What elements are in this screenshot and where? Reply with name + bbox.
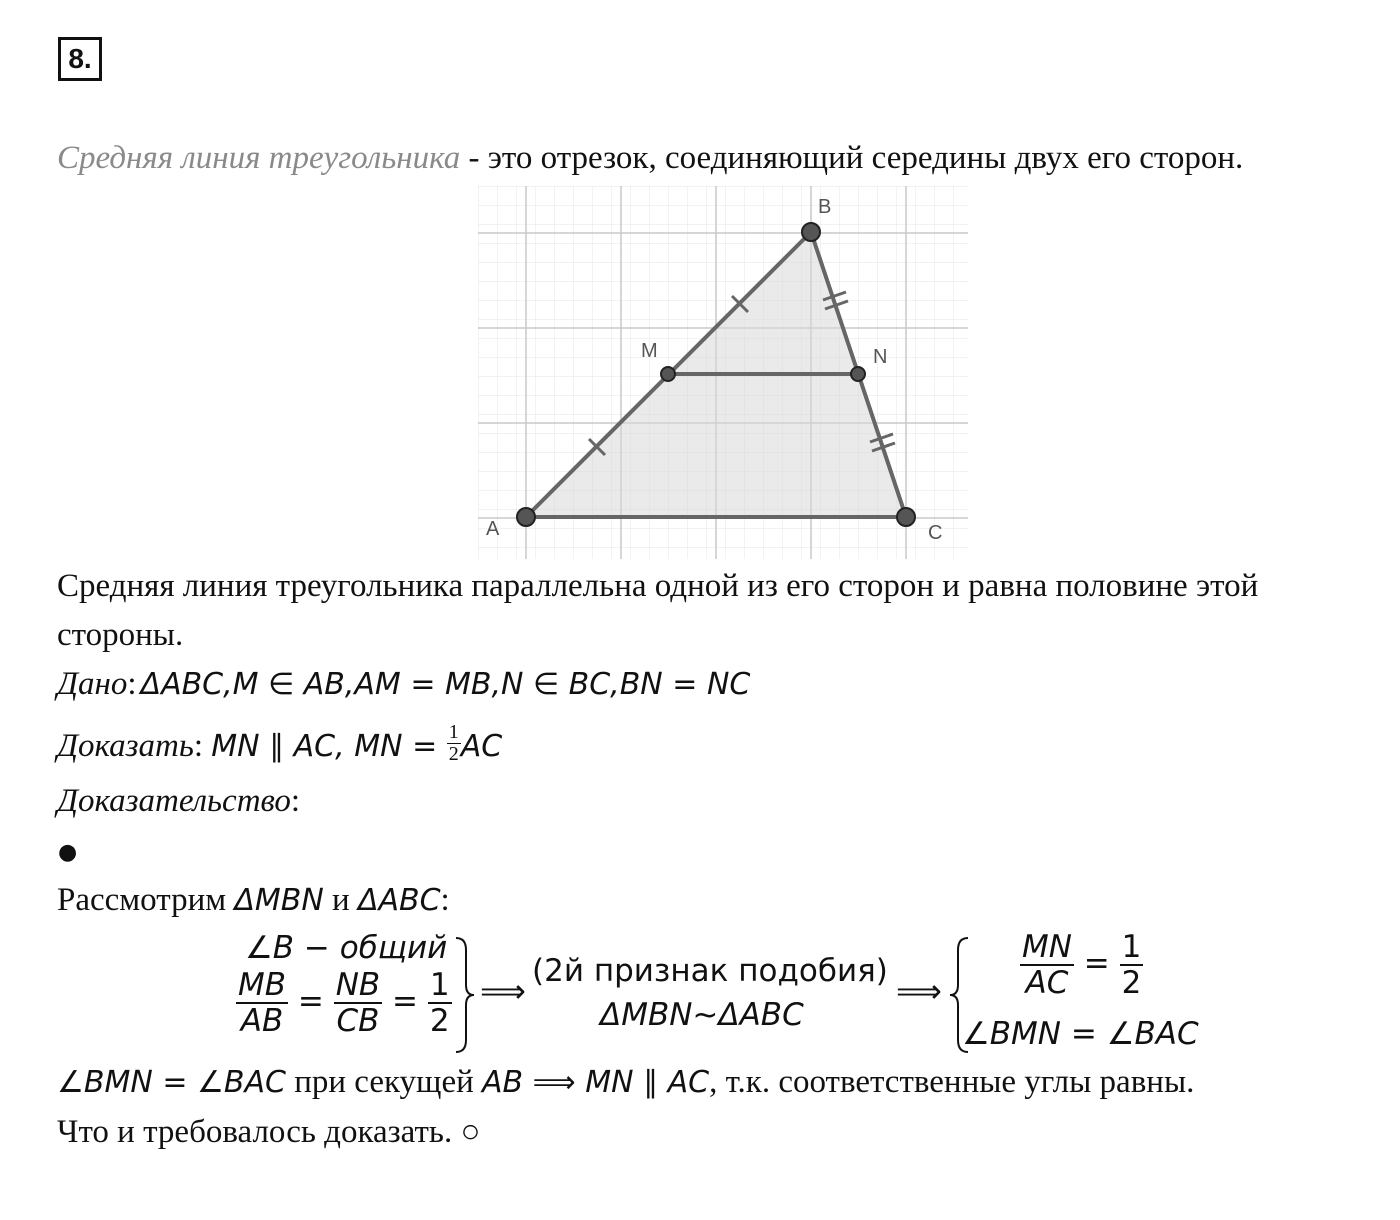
problem-number: 8. (58, 37, 102, 81)
prove-text: MN ∥ AC, MN = (211, 729, 447, 764)
label-n: N (873, 346, 888, 368)
label-b: B (818, 196, 832, 218)
vertex-c (897, 508, 915, 526)
proof-label: Доказательство (57, 783, 291, 819)
definition-term: Средняя линия треугольника (57, 140, 461, 176)
prove-tail: AC (460, 729, 503, 764)
triangle-figure (470, 185, 970, 563)
midpoint-n (851, 367, 865, 381)
fraction-mn-ac: $\frac{MN}{AC}$ (1022, 929, 1072, 1002)
label-c: C (928, 522, 943, 544)
theorem-line-2: стороны. (57, 617, 184, 653)
fraction-one-half: $\frac{1}{2}$ (429, 967, 450, 1040)
given-line: Дано: ΔABC,M ∈ AB,AM = MB,N ∈ BC,BN = NC (57, 666, 751, 702)
proof-label-line: Доказательство: (57, 783, 301, 819)
bullet: ● (58, 840, 78, 865)
fraction-nb-cb: $\frac{NB}{CB}$ (335, 967, 381, 1040)
label-m: M (641, 340, 658, 362)
implies-arrow-1: ⟹ (480, 972, 526, 1010)
definition-text: - это отрезок, соединяющий середины двух его сторон. (460, 140, 1244, 176)
fraction-one-half-2: $\frac{1}{2}$ (1121, 929, 1142, 1002)
similarity-statement: ΔMBN~ΔABC (600, 997, 804, 1033)
vertex-b (802, 223, 820, 241)
given-label: Дано (57, 666, 128, 702)
fraction-mb-ab: $\frac{MB}{AB}$ (238, 967, 287, 1040)
midpoint-m (661, 367, 675, 381)
similarity-criterion: (2й признак подобия) (532, 953, 888, 989)
consider-line: Рассмотрим ΔMBN и ΔABC: (57, 882, 450, 918)
angle-equality: ∠BMN = ∠BAC (962, 1016, 1199, 1052)
given-text: ΔABC,M ∈ AB,AM = MB,N ∈ BC,BN = NC (140, 667, 751, 702)
prove-label: Доказать (57, 728, 194, 764)
vertex-a (517, 508, 535, 526)
qed-line: Что и требовалось доказать. ○ (57, 1114, 481, 1150)
theorem-line-1: Средняя линия треугольника параллельна одной из его сторон и равна половине этой (57, 568, 1259, 604)
prove-line: Доказать: MN ∥ AC, MN = $\frac{1}{2}$ AC (57, 721, 503, 765)
conclusion-line: ∠BMN = ∠BAC при секущей AB ⟹ MN ∥ AC, т.к. соответственные углы равны. (57, 1064, 1195, 1100)
definition-line (57, 140, 1243, 177)
right-brace (452, 935, 478, 1055)
ratio-mn-ac: $\frac{MN}{AC}$ = $\frac{1}{2}$ (1022, 929, 1142, 1002)
prove-fraction: $\frac{1}{2}$ (448, 721, 459, 765)
angle-common: ∠B − общий (245, 930, 448, 966)
label-a: A (486, 518, 500, 540)
implies-arrow-2: ⟹ (896, 972, 942, 1010)
ratio-equality: $\frac{MB}{AB}$ = $\frac{NB}{CB}$ = $\frac{1}{2}$ (238, 967, 450, 1040)
